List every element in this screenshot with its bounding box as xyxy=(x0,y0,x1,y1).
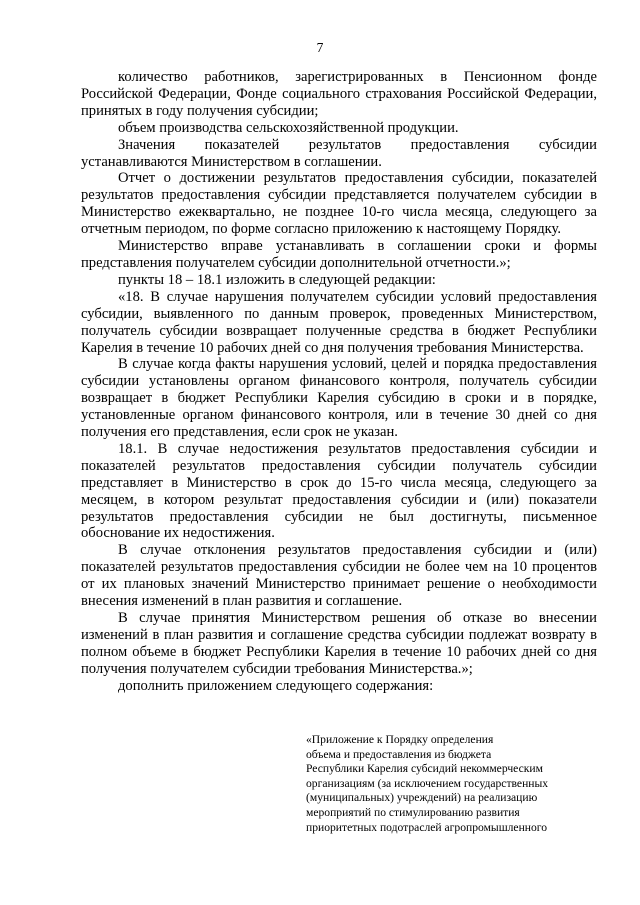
paragraph-deviation: В случае отклонения результатов предоставления субсидии и (или) показателей результатов предоставления субсидии не более чем на 10 процентов от их плановых значений Министерство принимает решение о необходимости внесения изменений в план развития и соглашение. xyxy=(81,542,597,610)
document-body xyxy=(81,69,597,695)
appendix-line: «Приложение к Порядку определения xyxy=(306,733,494,746)
paragraph-points-18: пункты 18 – 18.1 изложить в следующей редакции: xyxy=(118,271,436,288)
appendix-line: приоритетных подотраслей агропромышленного xyxy=(306,820,548,834)
appendix-header xyxy=(306,733,596,835)
paragraph-refusal: В случае принятия Министерством решения об отказе во внесении изменений в план развития и соглашение средства субсидии подлежат возврату в полном объеме в бюджет Республики Карелия в течение 10 рабочих дней со дня получения получателем субсидии требования Министерства.»; xyxy=(81,610,597,677)
paragraph-18: «18. В случае нарушения получателем субсидии условий предоставления субсидии, выявленного по данным проверок, проведенных Министерством, получатель субсидии возвращает полученные средства в бюджет Республики Карелия в течение 10 рабочих дней со дня получения требования Министерства. xyxy=(81,288,597,356)
paragraph-employees-count: количество работников, зарегистрированных в Пенсионном фонде Российской Федерации, Фонде социального страхования Российской Федерации, принятых в году получения субсидии; xyxy=(81,69,597,119)
paragraph-additional-reporting: Министерство вправе устанавливать в соглашении сроки и формы представления получателем субсидии дополнительной отчетности.»; xyxy=(81,238,597,271)
page-number: 7 xyxy=(316,40,324,55)
paragraph-report: Отчет о достижении результатов предоставления субсидии, показателей результатов предоставления субсидии представляется получателем субсидии в Министерство ежеквартально, не позднее 10-го числа месяца, следующего за отчетным периодом, по форме согласно приложению к настоящему Порядку. xyxy=(81,170,597,238)
appendix-line: организациям (за исключением государственных xyxy=(306,776,549,790)
paragraph-18-1: 18.1. В случае недостижения результатов предоставления субсидии и показателей результатов предоставления субсидии получатель субсидии представляет в Министерство в срок до 15-го числа месяца, следующего за месяцем, в котором результат предоставления субсидии и (или) показатели результатов предоставления субсидии не был достигнуты, письменное обоснование их недостижения. xyxy=(81,440,597,542)
appendix-line: Республики Карелия субсидий некоммерческим xyxy=(306,762,543,776)
appendix-line: мероприятий по стимулированию развития xyxy=(306,805,520,819)
paragraph-financial-control: В случае когда факты нарушения условий, целей и порядка предоставления субсидии установлены органом финансового контроля, получатель субсидии возвращает в бюджет Республики Карелия субсидию в сроки и в порядке, установленные органом финансового контроля, или в течение 30 дней со дня получения его представления, если срок не указан. xyxy=(81,356,597,441)
paragraph-indicator-values: Значения показателей результатов предоставления субсидии устанавливаются Министерством в соглашении. xyxy=(81,136,597,170)
appendix-line: объема и предоставления из бюджета xyxy=(306,747,492,761)
paragraph-production-volume: объем производства сельскохозяйственной продукции. xyxy=(118,119,459,136)
appendix-line: (муниципальных) учреждений) на реализацию xyxy=(306,791,538,805)
paragraph-add-appendix: дополнить приложением следующего содержания: xyxy=(118,677,434,694)
